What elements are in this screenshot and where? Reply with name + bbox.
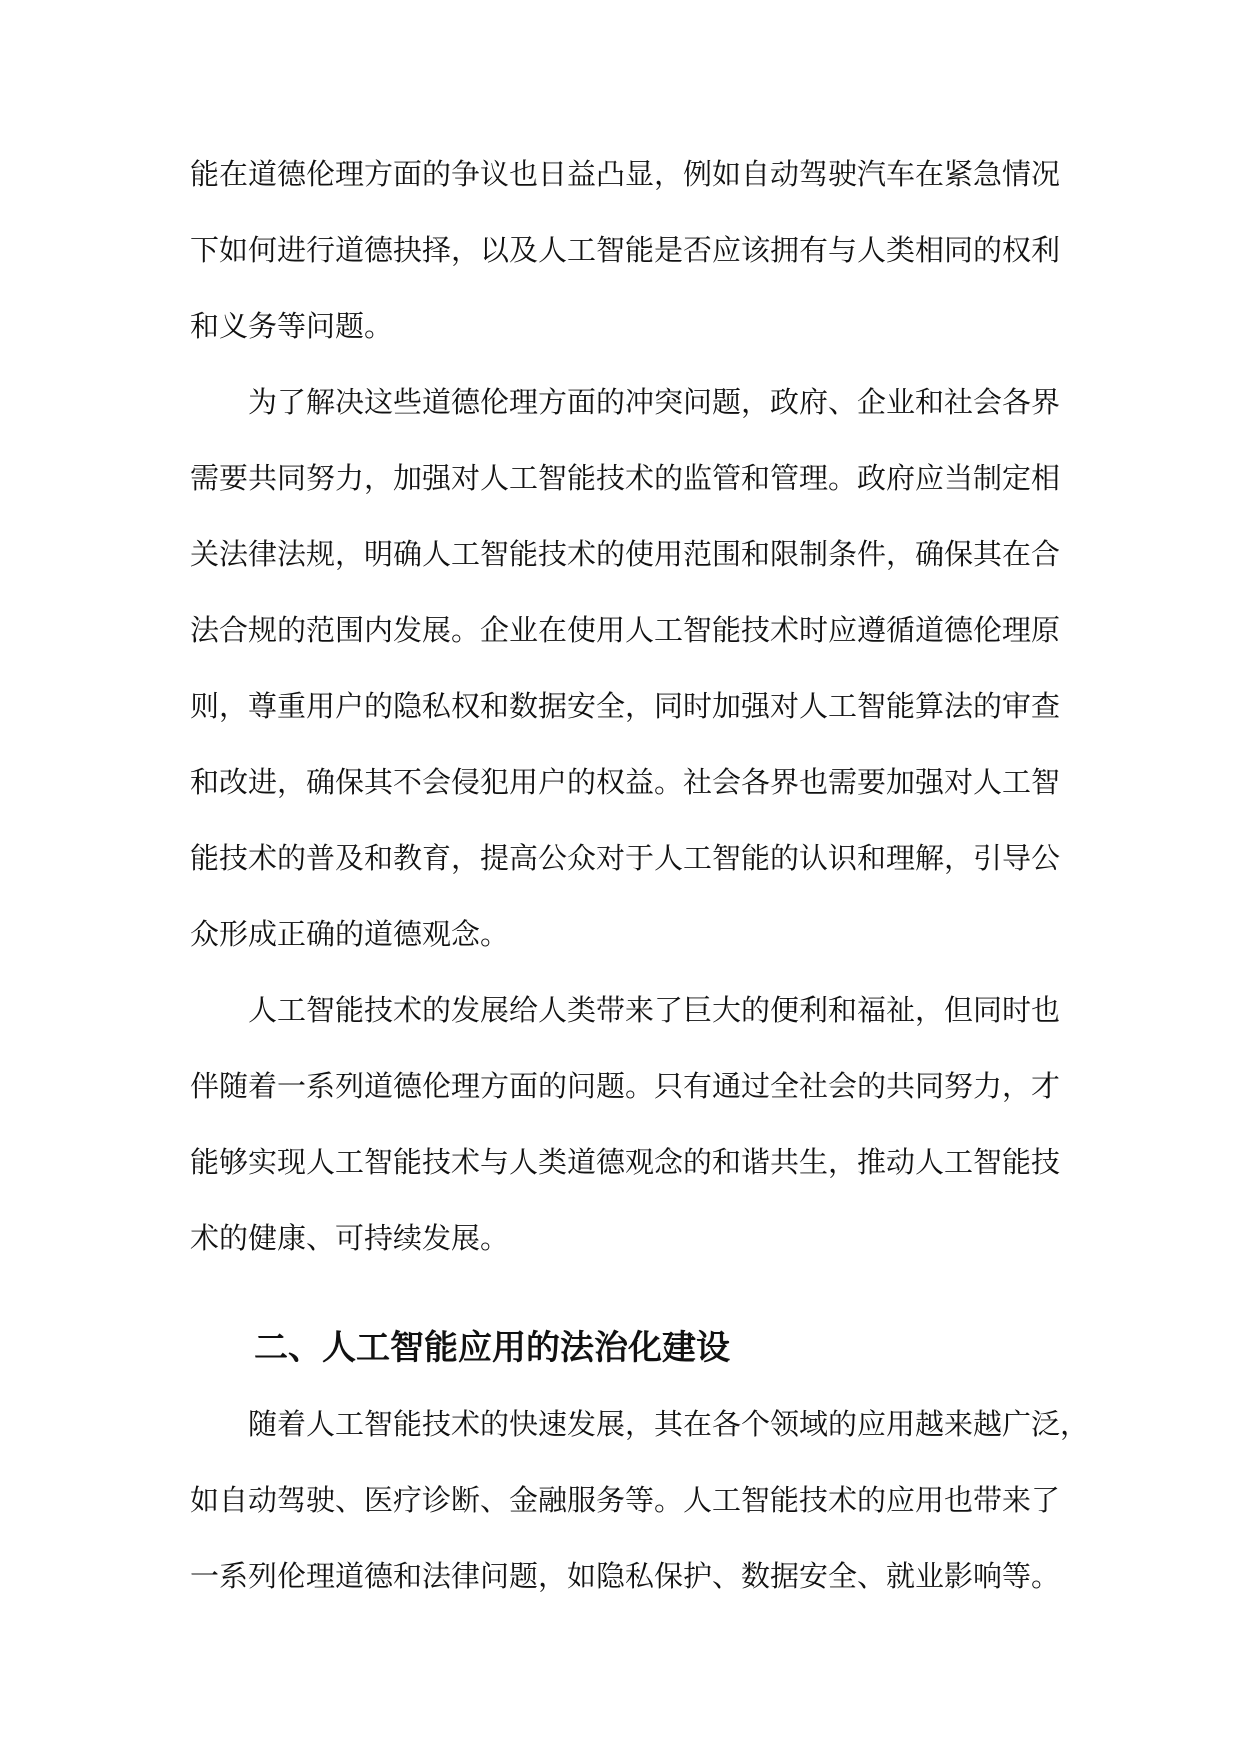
paragraph-line: 术的健康、可持续发展。 [190, 1221, 510, 1255]
paragraph-line: 法合规的范围内发展。企业在使用人工智能技术时应遵循道德伦理原 [190, 613, 1061, 647]
paragraph-line: 和义务等问题。 [190, 309, 394, 343]
paragraph-line: 则，尊重用户的隐私权和数据安全，同时加强对人工智能算法的审查 [190, 689, 1061, 723]
paragraph-line: 和改进，确保其不会侵犯用户的权益。社会各界也需要加强对人工智 [190, 765, 1061, 799]
paragraph-line: 能在道德伦理方面的争议也日益凸显，例如自动驾驶汽车在紧急情况 [190, 157, 1061, 191]
paragraph-line: 伴随着一系列道德伦理方面的问题。只有通过全社会的共同努力，才 [190, 1069, 1061, 1103]
paragraph-line: 能技术的普及和教育，提高公众对于人工智能的认识和理解，引导公 [190, 841, 1061, 875]
paragraph-2 [190, 378, 1060, 986]
paragraph-3 [190, 986, 1060, 1290]
section-heading: 二、人工智能应用的法治化建设 [254, 1328, 730, 1368]
paragraph-line: 下如何进行道德抉择，以及人工智能是否应该拥有与人类相同的权利 [190, 233, 1061, 267]
paragraph-1 [190, 150, 1060, 378]
paragraph-line: 一系列伦理道德和法律问题，如隐私保护、数据安全、就业影响等。 [190, 1559, 1061, 1593]
section-paragraph [190, 1400, 1090, 1628]
paragraph-line: 如自动驾驶、医疗诊断、金融服务等。人工智能技术的应用也带来了 [190, 1483, 1061, 1517]
paragraph-line: 关法律法规，明确人工智能技术的使用范围和限制条件，确保其在合 [190, 537, 1061, 571]
paragraph-line: 能够实现人工智能技术与人类道德观念的和谐共生，推动人工智能技 [190, 1145, 1061, 1179]
paragraph-line: 随着人工智能技术的快速发展，其在各个领域的应用越来越广泛， [248, 1407, 1090, 1441]
document-body [190, 150, 1090, 1628]
paragraph-line: 需要共同努力，加强对人工智能技术的监管和管理。政府应当制定相 [190, 461, 1061, 495]
paragraph-line: 众形成正确的道德观念。 [190, 917, 510, 951]
paragraph-line: 人工智能技术的发展给人类带来了巨大的便利和福祉，但同时也 [248, 993, 1061, 1027]
paragraph-line: 为了解决这些道德伦理方面的冲突问题，政府、企业和社会各界 [248, 385, 1061, 419]
